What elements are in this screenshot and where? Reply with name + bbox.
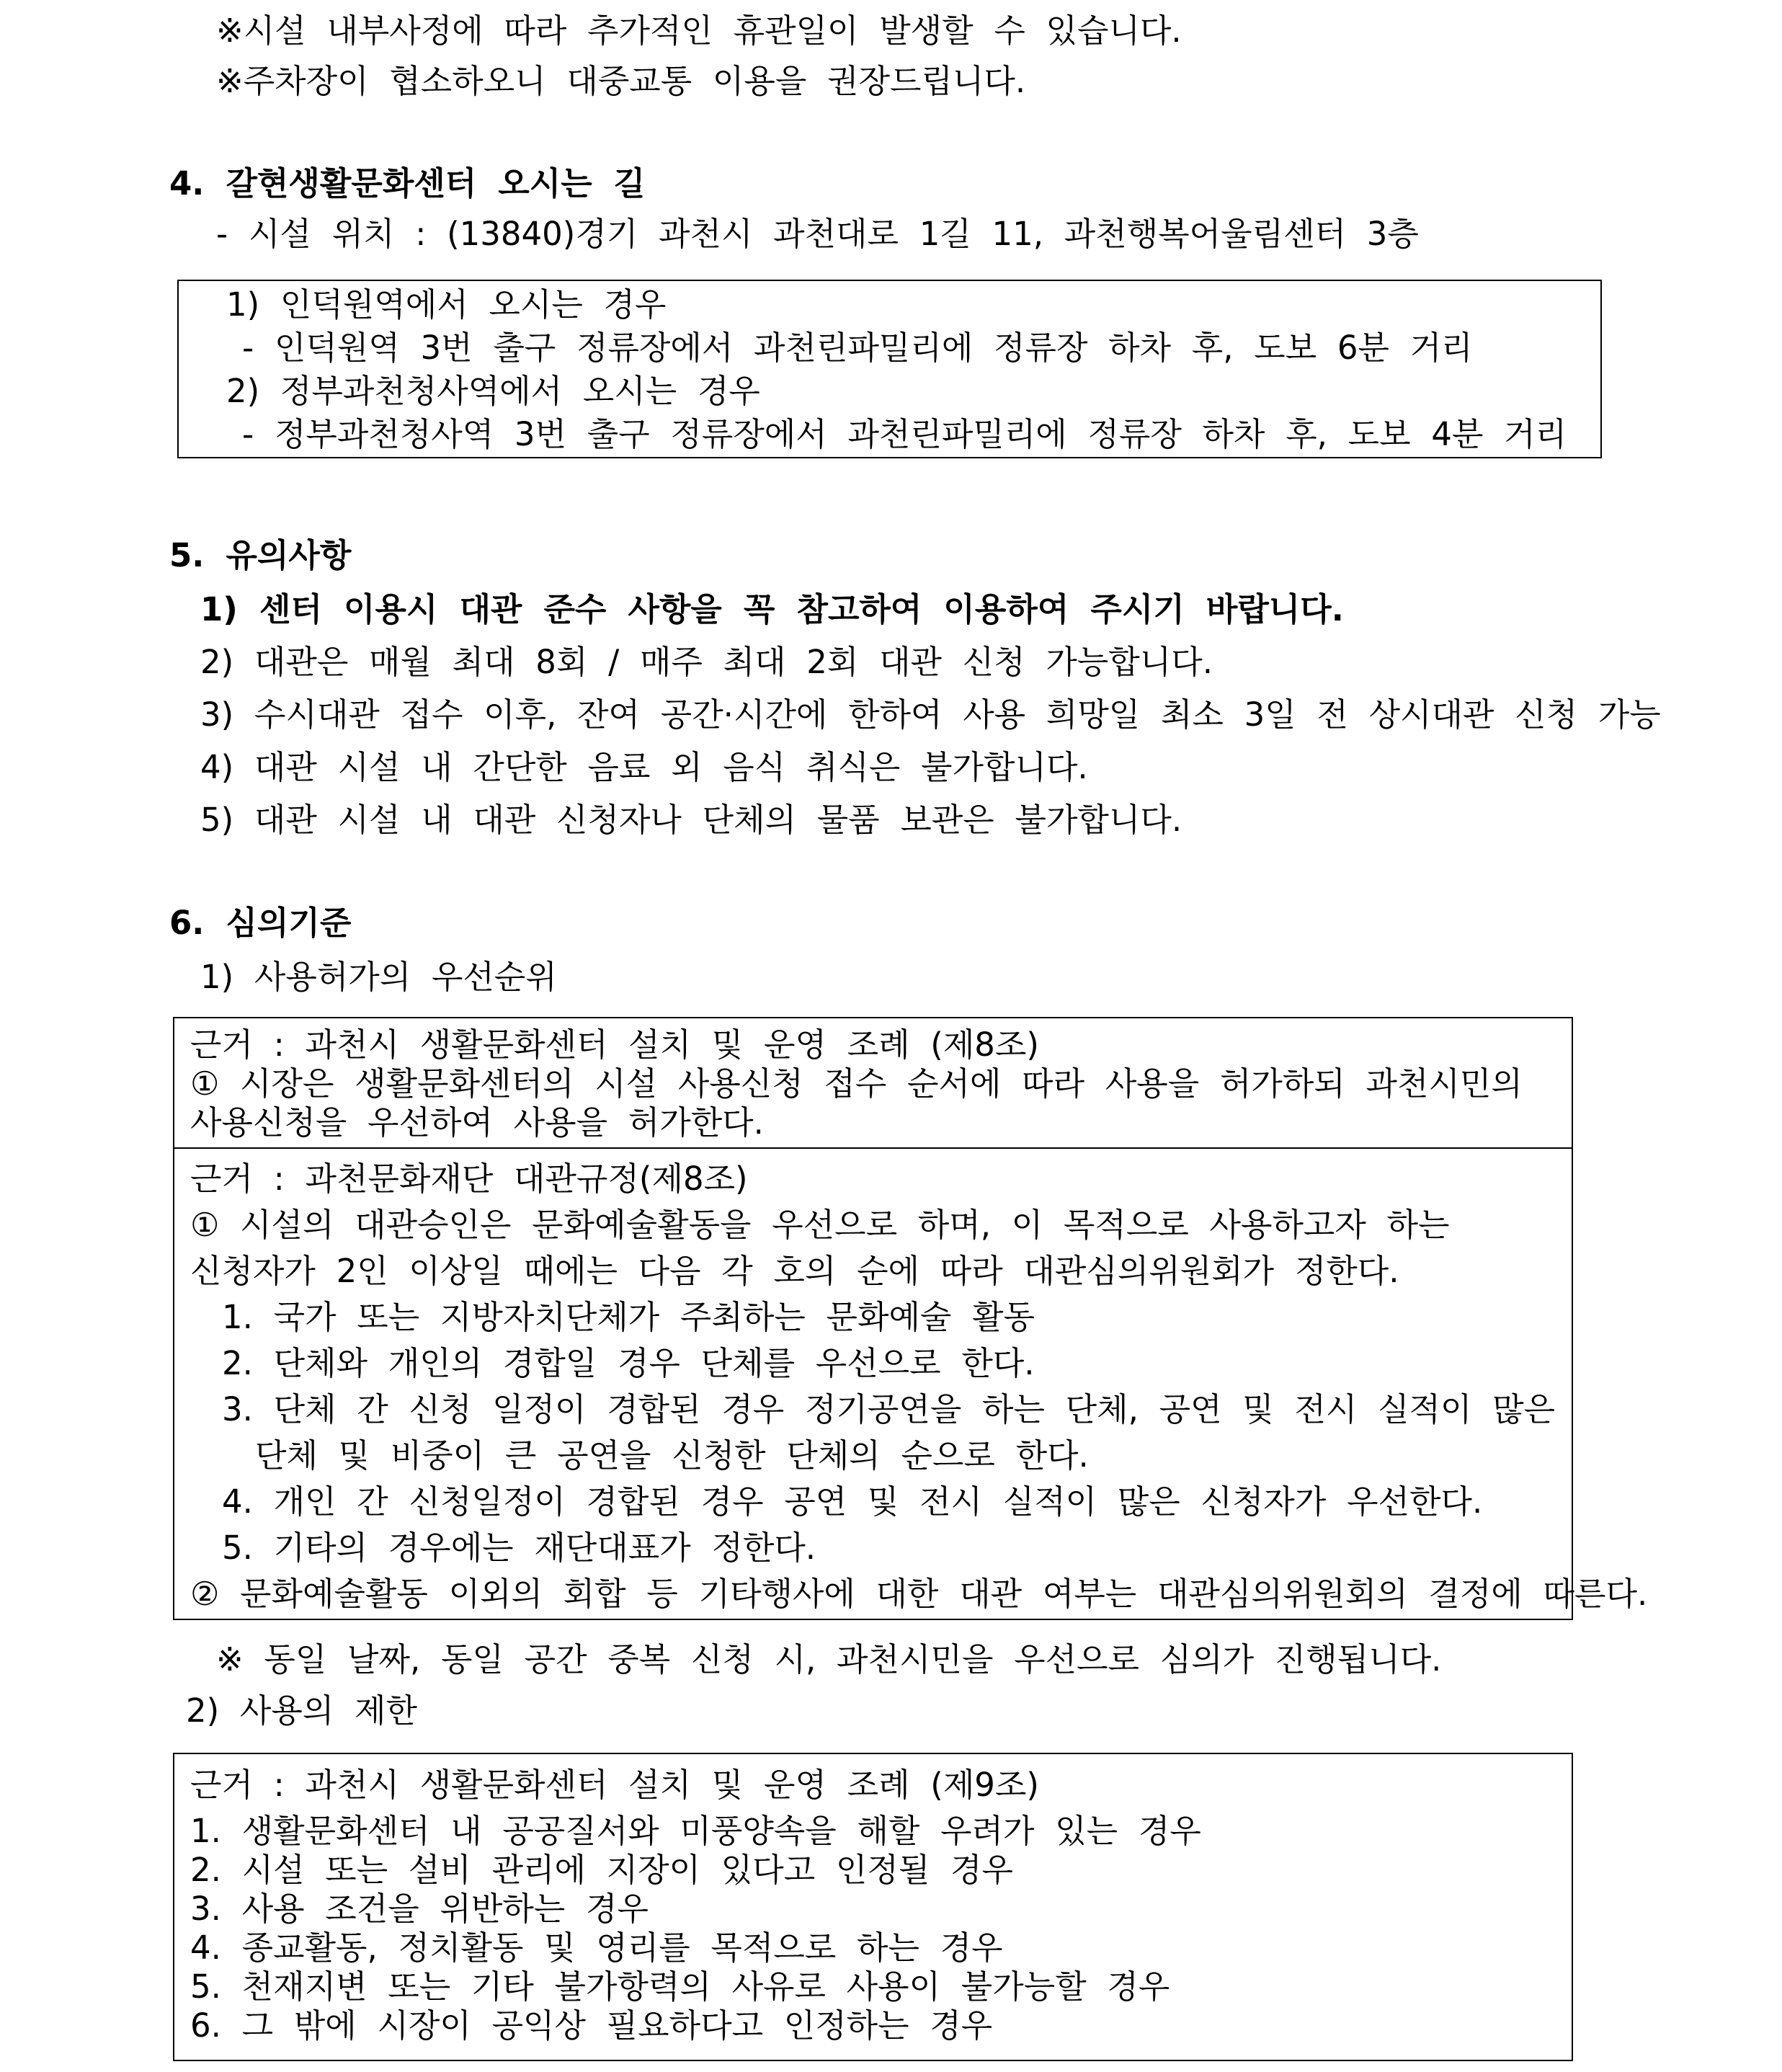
regulation-item-4: 4. 개인 간 신청일정이 경합된 경우 공연 및 전시 실적이 많은 신청자가 우선한다. <box>222 1482 1483 1521</box>
caution-item <box>200 801 1182 839</box>
regulation-ref-8: 근거 : 과천문화재단 대관규정(제8조) <box>190 1160 748 1198</box>
caution-text: 센터 이용시 대관 준수 사항을 꼭 참고하여 이용하여 주시기 바랍니다. <box>259 590 1344 628</box>
section4-heading: 4. 갈현생활문화센터 오시는 길 <box>169 164 646 203</box>
direction-heading-gwacheon: 2) 정부과천청사역에서 오시는 경우 <box>226 372 760 410</box>
ordinance-clause-1: ① 시장은 생활문화센터의 시설 사용신청 접수 순서에 따라 사용을 허가하되 과천시민의 <box>190 1064 1523 1103</box>
restriction-item-1: 1. 생활문화센터 내 공공질서와 미풍양속을 해할 우려가 있는 경우 <box>190 1812 1201 1850</box>
caution-num: 3) <box>200 695 234 734</box>
regulation-clause-1: ① 시설의 대관승인은 문화예술활동을 우선으로 하며, 이 목적으로 사용하고자 하는 <box>190 1206 1450 1244</box>
section6-sub2: 2) 사용의 제한 <box>186 1691 417 1730</box>
caution-text: 수시대관 접수 이후, 잔여 공간·시간에 한하여 사용 희망일 최소 3일 전 상시대관 신청 가능 <box>254 695 1661 734</box>
direction-detail-induckwon: - 인덕원역 3번 출구 정류장에서 과천린파밀리에 정류장 하차 후, 도보 6분 거리 <box>242 329 1473 367</box>
caution-item <box>200 590 1344 628</box>
section6-heading: 6. 심의기준 <box>169 904 352 942</box>
direction-detail-gwacheon: - 정부과천청사역 3번 출구 정류장에서 과천린파밀리에 정류장 하차 후, 도보 4분 거리 <box>242 415 1567 453</box>
caution-text: 대관은 매월 최대 8회 / 매주 최대 2회 대관 신청 가능합니다. <box>254 643 1213 681</box>
regulation-item-1: 1. 국가 또는 지방자치단체가 주최하는 문화예술 활동 <box>222 1298 1035 1336</box>
priority-note: ※ 동일 날짜, 동일 공간 중복 신청 시, 과천시민을 우선으로 심의가 진행됩니다. <box>216 1640 1442 1679</box>
regulation-item-5: 5. 기타의 경우에는 재단대표가 정한다. <box>222 1529 816 1567</box>
caution-item <box>200 643 1213 681</box>
restriction-item-2: 2. 시설 또는 설비 관리에 지장이 있다고 인정될 경우 <box>190 1851 1013 1889</box>
priority-box <box>173 1017 1648 1620</box>
section6-sub1: 1) 사용허가의 우선순위 <box>200 958 557 996</box>
caution-num: 1) <box>200 590 238 628</box>
ordinance-ref-9: 근거 : 과천시 생활문화센터 설치 및 운영 조례 (제9조) <box>190 1766 1039 1804</box>
caution-item <box>200 695 1661 734</box>
restriction-item-5: 5. 천재지변 또는 기타 불가항력의 사유로 사용이 불가능할 경우 <box>190 1967 1170 2006</box>
restriction-item-6: 6. 그 밖에 시장이 공익상 필요하다고 인정하는 경우 <box>190 2006 993 2045</box>
regulation-clause-2: ② 문화예술활동 이외의 회합 등 기타행사에 대한 대관 여부는 대관심의위원회의 결정에 따른다. <box>190 1575 1648 1613</box>
regulation-item-3: 3. 단체 간 신청 일정이 경합된 경우 정기공연을 하는 단체, 공연 및 전시 실적이 많은 <box>222 1390 1556 1428</box>
regulation-clause-1-cont: 신청자가 2인 이상일 때에는 다음 각 호의 순에 따라 대관심의위원회가 정한다. <box>190 1252 1399 1290</box>
caution-item <box>200 748 1088 786</box>
caution-num: 5) <box>200 801 234 839</box>
ordinance-ref-8: 근거 : 과천시 생활문화센터 설치 및 운영 조례 (제8조) <box>190 1026 1039 1064</box>
restriction-item-3: 3. 사용 조건을 위반하는 경우 <box>190 1890 649 1928</box>
restriction-item-4: 4. 종교활동, 정치활동 및 영리를 목적으로 하는 경우 <box>190 1929 1003 1967</box>
caution-text: 대관 시설 내 대관 신청자나 단체의 물품 보관은 불가합니다. <box>254 801 1182 839</box>
caution-text: 대관 시설 내 간단한 음료 외 음식 취식은 불가합니다. <box>254 748 1088 786</box>
section4-location: - 시설 위치 : (13840)경기 과천시 과천대로 1길 11, 과천행복어울림센터 3층 <box>216 215 1419 253</box>
regulation-item-3-cont: 단체 및 비중이 큰 공연을 신청한 단체의 순으로 한다. <box>255 1436 1089 1475</box>
notice-parking: ※주차장이 협소하오니 대중교통 이용을 권장드립니다. <box>216 62 1026 100</box>
restriction-box <box>173 1753 1573 2061</box>
direction-heading-induckwon: 1) 인덕원역에서 오시는 경우 <box>226 285 667 324</box>
box-divider <box>174 1147 1572 1149</box>
directions-box <box>177 280 1602 458</box>
notice-closure: ※시설 내부사정에 따라 추가적인 휴관일이 발생할 수 있습니다. <box>216 12 1182 50</box>
caution-num: 2) <box>200 643 234 681</box>
section5-heading: 5. 유의사항 <box>169 536 352 574</box>
ordinance-clause-1-cont: 사용신청을 우선하여 사용을 허가한다. <box>190 1103 764 1142</box>
caution-num: 4) <box>200 748 234 786</box>
regulation-item-2: 2. 단체와 개인의 경합일 경우 단체를 우선으로 한다. <box>222 1344 1035 1382</box>
